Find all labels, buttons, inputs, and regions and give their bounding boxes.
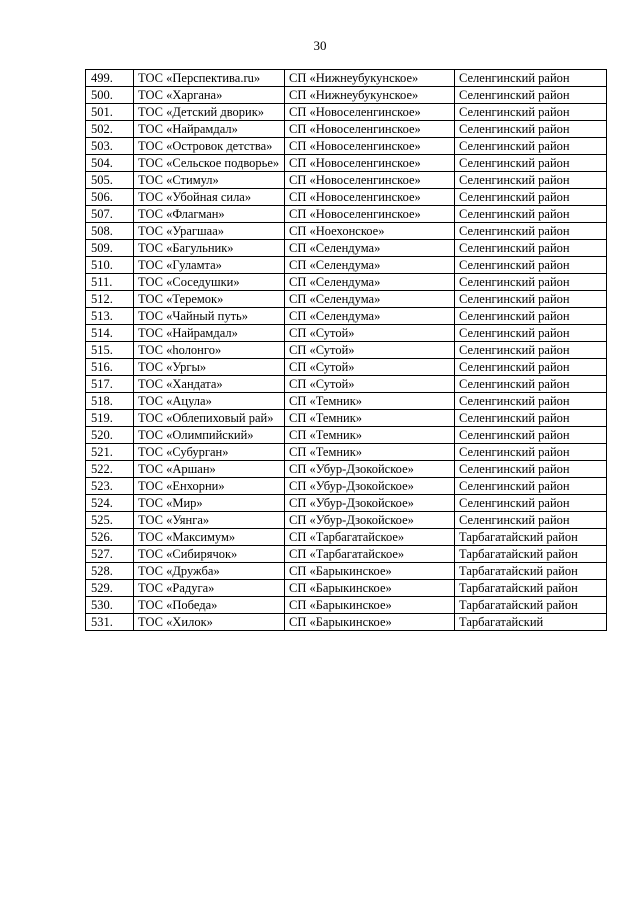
tos-name-cell: ТОС «Хилок» (134, 614, 285, 631)
row-number-cell: 501. (86, 104, 134, 121)
district-name-cell: Селенгинский район (455, 172, 607, 189)
settlement-name-cell: СП «Темник» (285, 427, 455, 444)
settlement-name-cell: СП «Новоселенгинское» (285, 138, 455, 155)
row-number-cell: 499. (86, 70, 134, 87)
row-number-cell: 500. (86, 87, 134, 104)
table-row (86, 70, 607, 87)
settlement-name-cell: СП «Новоселенгинское» (285, 172, 455, 189)
row-number-cell: 529. (86, 580, 134, 597)
district-name-cell: Селенгинский район (455, 223, 607, 240)
row-number-cell: 531. (86, 614, 134, 631)
settlement-name-cell: СП «Селендума» (285, 274, 455, 291)
district-name-cell: Селенгинский район (455, 427, 607, 444)
row-number-cell: 504. (86, 155, 134, 172)
district-name-cell: Селенгинский район (455, 87, 607, 104)
row-number-cell: 516. (86, 359, 134, 376)
settlement-name-cell: СП «Новоселенгинское» (285, 104, 455, 121)
tos-name-cell: ТОС «Енхорни» (134, 478, 285, 495)
table-row (86, 478, 607, 495)
row-number-cell: 502. (86, 121, 134, 138)
district-name-cell: Селенгинский район (455, 461, 607, 478)
table-row (86, 495, 607, 512)
table-row (86, 563, 607, 580)
tos-name-cell: ТОС «Сельское подворье» (134, 155, 285, 172)
page-number: 30 (313, 38, 327, 53)
row-number-cell: 503. (86, 138, 134, 155)
settlement-name-cell: СП «Селендума» (285, 257, 455, 274)
tos-name-cell: ТОС «Аршан» (134, 461, 285, 478)
tos-name-cell: ТОС «Дружба» (134, 563, 285, 580)
district-name-cell: Тарбагатайский район (455, 546, 607, 563)
row-number-cell: 530. (86, 597, 134, 614)
settlement-name-cell: СП «Барыкинское» (285, 563, 455, 580)
settlement-name-cell: СП «Темник» (285, 444, 455, 461)
settlement-name-cell: СП «Новоселенгинское» (285, 121, 455, 138)
settlement-name-cell: СП «Темник» (285, 393, 455, 410)
row-number-cell: 507. (86, 206, 134, 223)
table-row (86, 274, 607, 291)
settlement-name-cell: СП «Темник» (285, 410, 455, 427)
tos-name-cell: ТОС «һолонго» (134, 342, 285, 359)
row-number-cell: 526. (86, 529, 134, 546)
row-number-cell: 525. (86, 512, 134, 529)
tos-name-cell: ТОС «Победа» (134, 597, 285, 614)
row-number-cell: 522. (86, 461, 134, 478)
settlement-name-cell: СП «Сутой» (285, 342, 455, 359)
table-body (86, 70, 607, 631)
table-row (86, 172, 607, 189)
district-name-cell: Тарбагатайский район (455, 580, 607, 597)
tos-name-cell: ТОС «Олимпийский» (134, 427, 285, 444)
settlement-name-cell: СП «Новоселенгинское» (285, 189, 455, 206)
district-name-cell: Селенгинский район (455, 240, 607, 257)
settlement-name-cell: СП «Новоселенгинское» (285, 155, 455, 172)
table-row (86, 393, 607, 410)
tos-name-cell: ТОС «Уянга» (134, 512, 285, 529)
row-number-cell: 521. (86, 444, 134, 461)
table-row (86, 189, 607, 206)
district-name-cell: Селенгинский район (455, 206, 607, 223)
settlement-name-cell: СП «Барыкинское» (285, 580, 455, 597)
tos-name-cell: ТОС «Хандата» (134, 376, 285, 393)
table-row (86, 240, 607, 257)
table-row (86, 410, 607, 427)
tos-name-cell: ТОС «Ацула» (134, 393, 285, 410)
district-name-cell: Селенгинский район (455, 342, 607, 359)
district-name-cell: Селенгинский район (455, 138, 607, 155)
table-row (86, 529, 607, 546)
tos-name-cell: ТОС «Флагман» (134, 206, 285, 223)
settlement-name-cell: СП «Нижнеубукунское» (285, 70, 455, 87)
settlement-name-cell: СП «Тарбагатайское» (285, 546, 455, 563)
settlement-name-cell: СП «Сутой» (285, 359, 455, 376)
district-name-cell: Селенгинский район (455, 121, 607, 138)
row-number-cell: 511. (86, 274, 134, 291)
table-row (86, 104, 607, 121)
table-row (86, 580, 607, 597)
tos-name-cell: ТОС «Радуга» (134, 580, 285, 597)
table-row (86, 461, 607, 478)
tos-name-cell: ТОС «Детский дворик» (134, 104, 285, 121)
settlement-name-cell: СП «Убур-Дзокойское» (285, 478, 455, 495)
tos-name-cell: ТОС «Багульник» (134, 240, 285, 257)
table-row (86, 597, 607, 614)
district-name-cell: Тарбагатайский район (455, 529, 607, 546)
tos-name-cell: ТОС «Урагшаа» (134, 223, 285, 240)
district-name-cell: Селенгинский район (455, 393, 607, 410)
district-name-cell: Селенгинский район (455, 189, 607, 206)
settlement-name-cell: СП «Новоселенгинское» (285, 206, 455, 223)
settlement-name-cell: СП «Барыкинское» (285, 597, 455, 614)
row-number-cell: 517. (86, 376, 134, 393)
row-number-cell: 515. (86, 342, 134, 359)
district-name-cell: Селенгинский район (455, 274, 607, 291)
tos-name-cell: ТОС «Сибирячок» (134, 546, 285, 563)
table-row (86, 138, 607, 155)
district-name-cell: Селенгинский район (455, 325, 607, 342)
tos-name-cell: ТОС «Харгана» (134, 87, 285, 104)
district-name-cell: Тарбагатайский район (455, 563, 607, 580)
district-name-cell: Селенгинский район (455, 512, 607, 529)
table-row (86, 223, 607, 240)
district-name-cell: Селенгинский район (455, 495, 607, 512)
settlement-name-cell: СП «Селендума» (285, 240, 455, 257)
row-number-cell: 512. (86, 291, 134, 308)
tos-name-cell: ТОС «Теремок» (134, 291, 285, 308)
settlement-name-cell: СП «Селендума» (285, 291, 455, 308)
table-row (86, 121, 607, 138)
tos-name-cell: ТОС «Островок детства» (134, 138, 285, 155)
table-row (86, 376, 607, 393)
table-row (86, 444, 607, 461)
row-number-cell: 513. (86, 308, 134, 325)
district-name-cell: Селенгинский район (455, 444, 607, 461)
table-row (86, 512, 607, 529)
tos-name-cell: ТОС «Найрамдал» (134, 325, 285, 342)
row-number-cell: 528. (86, 563, 134, 580)
tos-name-cell: ТОС «Ургы» (134, 359, 285, 376)
row-number-cell: 510. (86, 257, 134, 274)
table-row (86, 325, 607, 342)
table-row (86, 427, 607, 444)
row-number-cell: 523. (86, 478, 134, 495)
tos-name-cell: ТОС «Мир» (134, 495, 285, 512)
district-name-cell: Селенгинский район (455, 104, 607, 121)
row-number-cell: 518. (86, 393, 134, 410)
table-row (86, 359, 607, 376)
district-name-cell: Селенгинский район (455, 291, 607, 308)
row-number-cell: 506. (86, 189, 134, 206)
table-row (86, 342, 607, 359)
row-number-cell: 505. (86, 172, 134, 189)
table-row (86, 308, 607, 325)
tos-name-cell: ТОС «Убойная сила» (134, 189, 285, 206)
district-name-cell: Тарбагатайский (455, 614, 607, 631)
table-row (86, 546, 607, 563)
tos-registry-table (85, 69, 607, 631)
tos-name-cell: ТОС «Чайный путь» (134, 308, 285, 325)
district-name-cell: Селенгинский район (455, 70, 607, 87)
table-row (86, 87, 607, 104)
district-name-cell: Селенгинский район (455, 410, 607, 427)
district-name-cell: Селенгинский район (455, 155, 607, 172)
settlement-name-cell: СП «Сутой» (285, 325, 455, 342)
table-row (86, 291, 607, 308)
settlement-name-cell: СП «Тарбагатайское» (285, 529, 455, 546)
settlement-name-cell: СП «Барыкинское» (285, 614, 455, 631)
row-number-cell: 520. (86, 427, 134, 444)
tos-name-cell: ТОС «Перспектива.ru» (134, 70, 285, 87)
row-number-cell: 524. (86, 495, 134, 512)
settlement-name-cell: СП «Сутой» (285, 376, 455, 393)
table-row (86, 206, 607, 223)
tos-name-cell: ТОС «Субурган» (134, 444, 285, 461)
district-name-cell: Селенгинский район (455, 359, 607, 376)
table-row (86, 155, 607, 172)
district-name-cell: Тарбагатайский район (455, 597, 607, 614)
tos-name-cell: ТОС «Облепиховый рай» (134, 410, 285, 427)
settlement-name-cell: СП «Убур-Дзокойское» (285, 512, 455, 529)
district-name-cell: Селенгинский район (455, 376, 607, 393)
settlement-name-cell: СП «Убур-Дзокойское» (285, 495, 455, 512)
row-number-cell: 519. (86, 410, 134, 427)
row-number-cell: 509. (86, 240, 134, 257)
row-number-cell: 508. (86, 223, 134, 240)
settlement-name-cell: СП «Ноехонское» (285, 223, 455, 240)
table-row (86, 614, 607, 631)
settlement-name-cell: СП «Селендума» (285, 308, 455, 325)
tos-name-cell: ТОС «Соседушки» (134, 274, 285, 291)
table-row (86, 257, 607, 274)
district-name-cell: Селенгинский район (455, 308, 607, 325)
tos-name-cell: ТОС «Максимум» (134, 529, 285, 546)
tos-name-cell: ТОС «Найрамдал» (134, 121, 285, 138)
row-number-cell: 514. (86, 325, 134, 342)
district-name-cell: Селенгинский район (455, 257, 607, 274)
tos-name-cell: ТОС «Гуламта» (134, 257, 285, 274)
row-number-cell: 527. (86, 546, 134, 563)
district-name-cell: Селенгинский район (455, 478, 607, 495)
tos-name-cell: ТОС «Стимул» (134, 172, 285, 189)
settlement-name-cell: СП «Убур-Дзокойское» (285, 461, 455, 478)
settlement-name-cell: СП «Нижнеубукунское» (285, 87, 455, 104)
